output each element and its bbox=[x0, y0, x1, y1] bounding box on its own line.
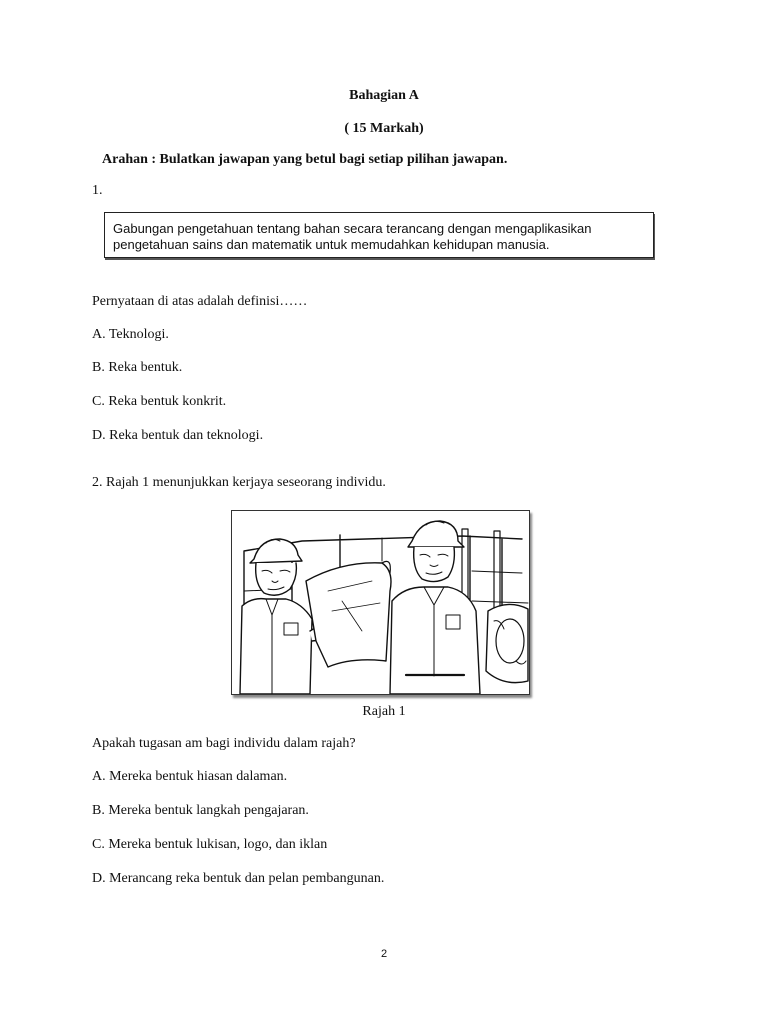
page-number: 2 bbox=[380, 948, 388, 960]
q1-option-b[interactable]: B. Reka bentuk. bbox=[92, 360, 183, 375]
section-title: Bahagian A bbox=[349, 88, 419, 103]
definition-box bbox=[104, 212, 654, 258]
figure-caption: Rajah 1 bbox=[362, 704, 406, 719]
q2-option-b[interactable]: B. Mereka bentuk langkah pengajaran. bbox=[92, 803, 309, 818]
section-marks: ( 15 Markah) bbox=[344, 121, 424, 136]
q2-option-d[interactable]: D. Merancang reka bentuk dan pelan pembangunan. bbox=[92, 871, 385, 886]
instruction: Arahan : Bulatkan jawapan yang betul bagi setiap pilihan jawapan. bbox=[102, 152, 508, 167]
q1-option-c[interactable]: C. Reka bentuk konkrit. bbox=[92, 394, 227, 409]
question-1-number: 1. bbox=[92, 183, 103, 198]
engineers-illustration bbox=[231, 510, 530, 695]
definition-line-2: pengetahuan sains dan matematik untuk memudahkan kehidupan manusia. bbox=[113, 237, 550, 252]
question-2-question: Apakah tugasan am bagi individu dalam rajah? bbox=[92, 736, 356, 751]
q1-option-d[interactable]: D. Reka bentuk dan teknologi. bbox=[92, 428, 264, 443]
question-2-stem: 2. Rajah 1 menunjukkan kerjaya seseorang individu. bbox=[92, 475, 386, 490]
q2-option-c[interactable]: C. Mereka bentuk lukisan, logo, dan iklan bbox=[92, 837, 328, 852]
definition-line-1: Gabungan pengetahuan tentang bahan secara terancang dengan mengaplikasikan bbox=[113, 221, 592, 236]
question-1-statement: Pernyataan di atas adalah definisi…… bbox=[92, 294, 308, 309]
q1-option-a[interactable]: A. Teknologi. bbox=[92, 327, 169, 342]
q2-option-a[interactable]: A. Mereka bentuk hiasan dalaman. bbox=[92, 769, 288, 784]
